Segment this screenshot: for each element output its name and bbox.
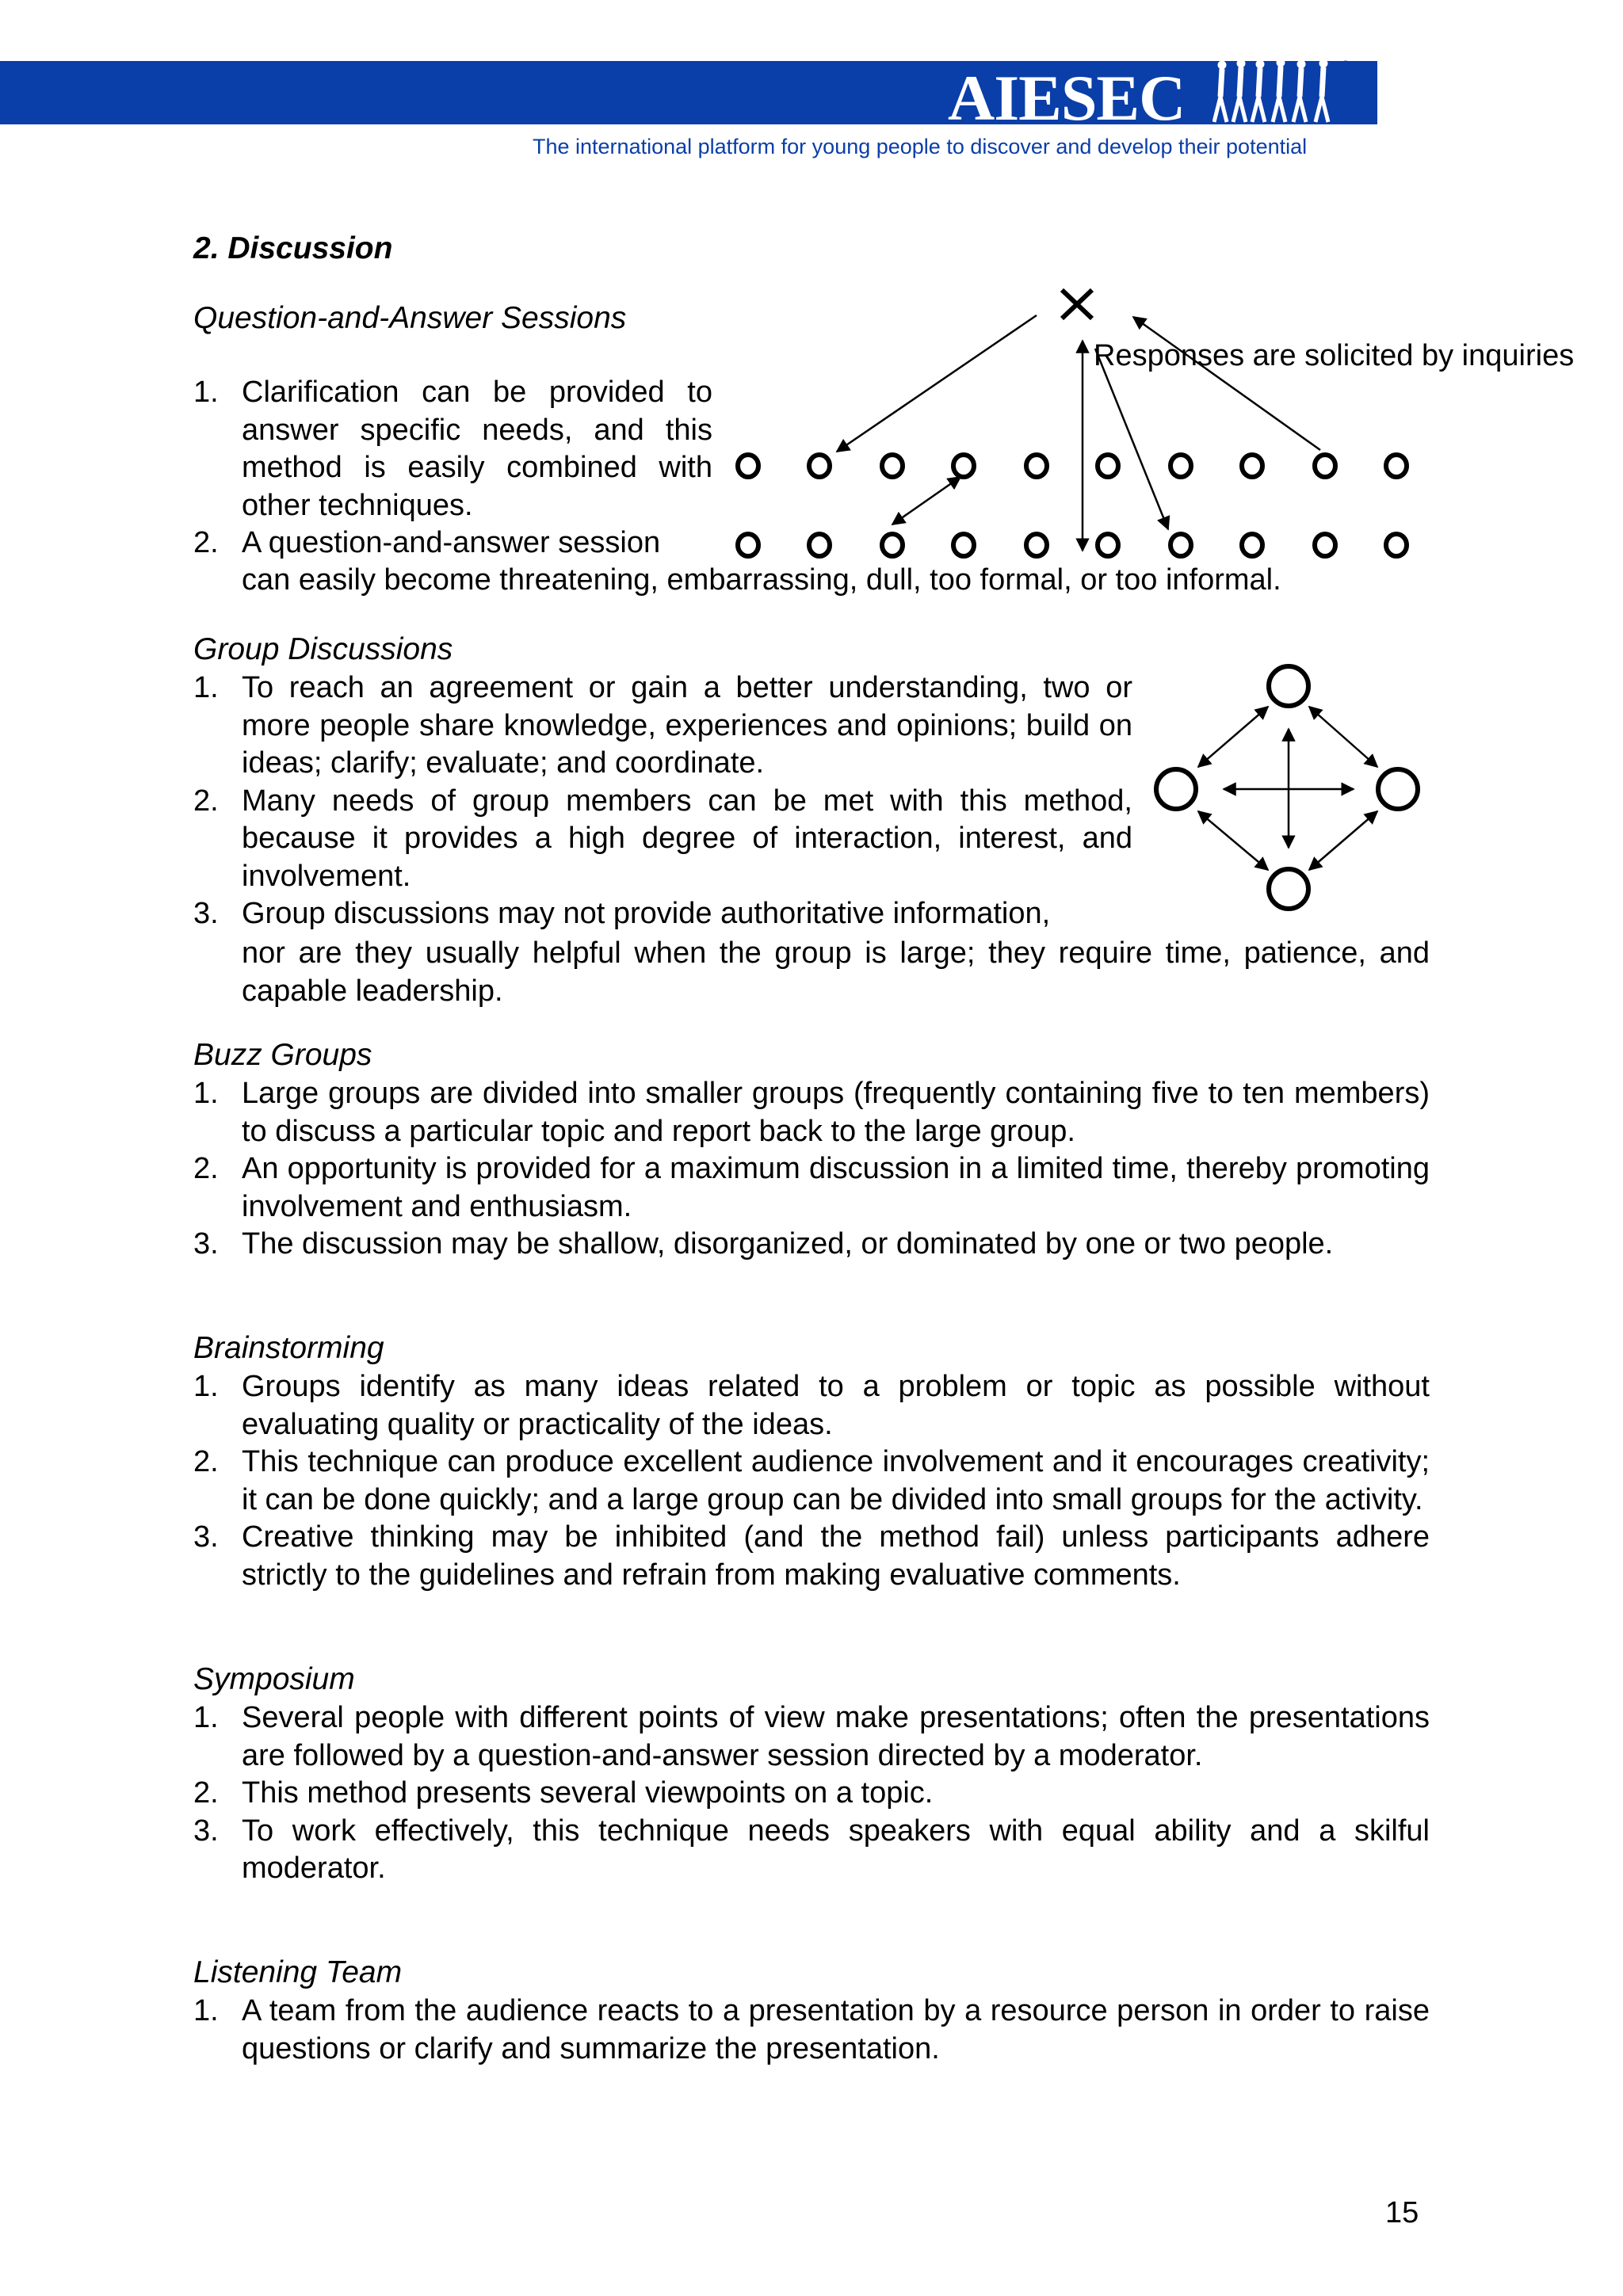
listening-title: Listening Team (193, 1955, 403, 1989)
list-item: 3. Creative thinking may be inhibited (and the method fail) unless participants adhere strictly to the guidelines and refrain from making evaluative comments. (193, 1520, 1430, 1592)
page-number: 15 (1385, 2196, 1419, 2229)
group-diagram (1156, 666, 1418, 909)
qa-diagram (738, 290, 1407, 556)
qa-continuation: can easily become threatening, embarrassing, dull, too formal, or too informal. (242, 563, 1281, 597)
group-continuation: nor are they usually helpful when the group is large; they require time, patience, and capable leadership. (242, 936, 1430, 1008)
list-item: 1. Clarification can be provided to answer specific needs, and this method is easily combined with other techniques. (193, 376, 712, 522)
list-item: 2. This technique can produce excellent audience involvement and it encourages creativity; it can be done quickly; and a large group can be divided into small groups for the activity. (193, 1445, 1430, 1516)
group-members (1156, 666, 1418, 909)
list-item: 1. Several people with different points of view make presentations; often the presentations are followed by a question-and-answer session directed by a moderator. (193, 1701, 1430, 1772)
questioner-x-icon (1062, 290, 1092, 318)
buzz-title: Buzz Groups (193, 1038, 372, 1072)
section-heading: 2. Discussion (193, 231, 393, 265)
qa-diagram-label: Responses are solicited by inquiries (1094, 339, 1575, 372)
list-item: 1. To reach an agreement or gain a better understanding, two or more people share knowledge, experiences and opinions; build on ideas; clarify; evaluate; and coordinate. (193, 671, 1132, 780)
qa-title: Question-and-Answer Sessions (193, 301, 627, 335)
list-item: 1. Large groups are divided into smaller groups (frequently containing five to ten members) to discuss a particular topic and report back to the large group. (193, 1077, 1430, 1148)
qa-arrows (837, 315, 1320, 551)
logo-text: AIESEC (948, 62, 1186, 134)
audience-row-1 (738, 455, 1407, 477)
list-item: 2. Many needs of group members can be met with this method, because it provides a high degree of interaction, interest, and involvement. (193, 784, 1132, 893)
list-item: 2. An opportunity is provided for a maximum discussion in a limited time, thereby promoting involvement and enthusiasm. (193, 1152, 1430, 1223)
brainstorm-title: Brainstorming (193, 1331, 384, 1365)
list-item: 3. The discussion may be shallow, disorganized, or dominated by one or two people. (193, 1227, 1334, 1261)
tagline: The international platform for young people to discover and develop their potential (533, 135, 1308, 158)
list-item: 3. To work effectively, this technique needs speakers with equal ability and a skilful moderator. (193, 1814, 1430, 1885)
group-title: Group Discussions (193, 632, 453, 666)
audience-row-2 (738, 534, 1407, 556)
list-item: 2. This method presents several viewpoints on a topic. (193, 1776, 934, 1810)
group-arrows (1198, 707, 1377, 870)
list-item: 1. Groups identify as many ideas related to a problem or topic as possible without evaluating quality or practicality of the ideas. (193, 1370, 1430, 1441)
list-item: 3. Group discussions may not provide authoritative information, (193, 897, 1051, 930)
list-item: 2. A question-and-answer session (193, 526, 661, 559)
symposium-title: Symposium (193, 1662, 355, 1696)
list-item: 1. A team from the audience reacts to a presentation by a resource person in order to raise questions or clarify and summarize the presentation. (193, 1994, 1430, 2065)
